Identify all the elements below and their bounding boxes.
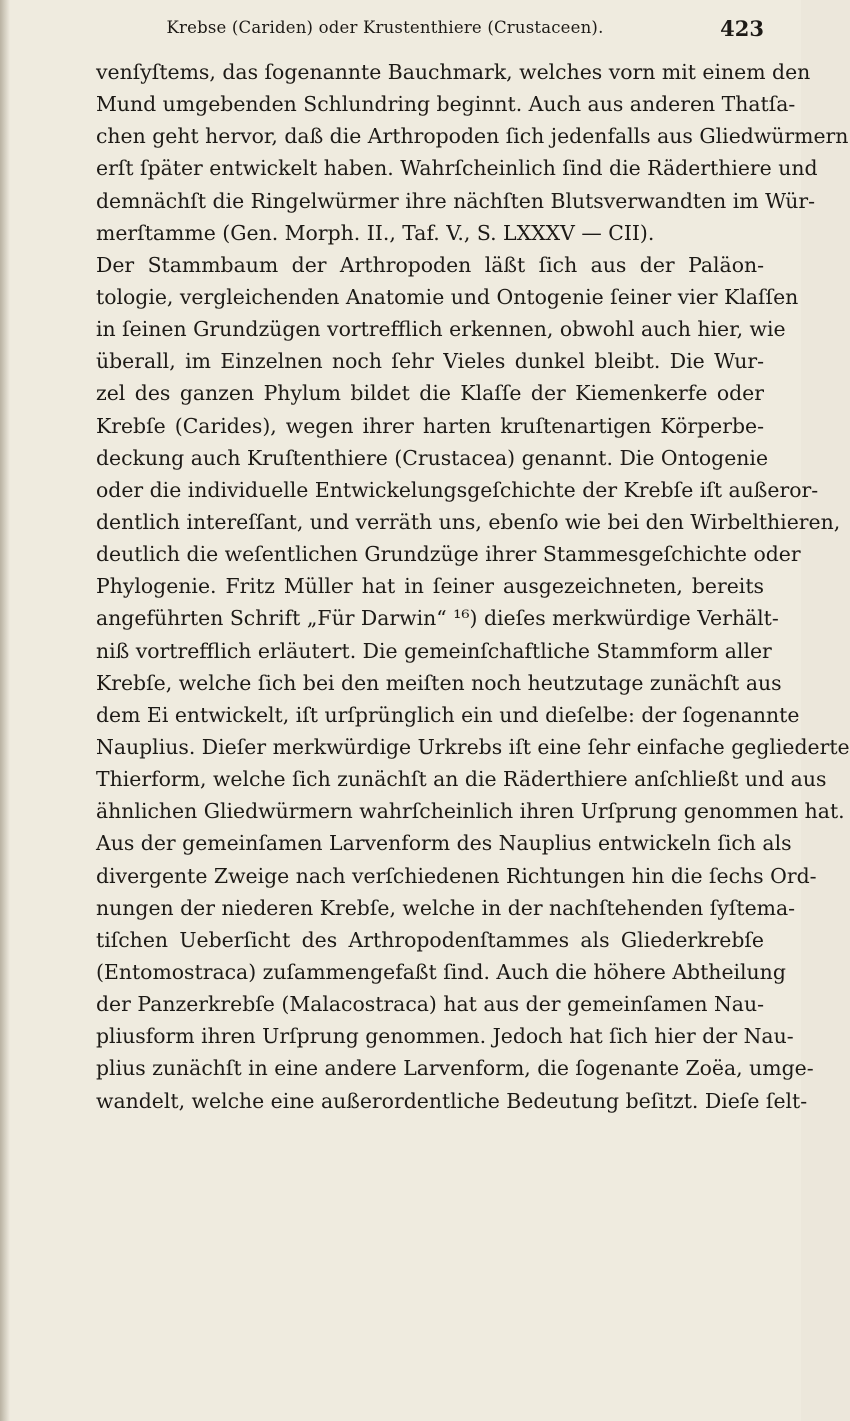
text-line: Phylogenie. Fritz Müller hat in ſeiner ausgezeichneten, bereits xyxy=(96,574,764,599)
text-line: ähnlichen Gliedwürmern wahrſcheinlich ihren Urſprung genommen hat. xyxy=(96,799,845,824)
text-line: plius zunächſt in eine andere Larvenform, die ſogenante Zoëa, umge- xyxy=(96,1056,814,1081)
text-line: Krebſe, welche ſich bei den meiſten noch heutzutage zunächſt aus xyxy=(96,670,782,695)
text-line: dem Ei entwickelt, iſt urſprünglich ein und dieſelbe: der ſogenannte xyxy=(96,702,800,727)
text-line: merſtamme (Gen. Morph. II., Taf. V., S. LXXXV — CII). xyxy=(96,220,655,245)
text-line: pliusform ihren Urſprung genommen. Jedoch hat ſich hier der Nau- xyxy=(96,1024,794,1049)
text-line: tologie, vergleichenden Anatomie und Ontogenie ſeiner vier Klaſſen xyxy=(96,284,799,309)
page-number: 423 xyxy=(720,16,764,41)
text-line: niß vortrefflich erläutert. Die gemeinſchaftliche Stammform aller xyxy=(96,638,772,663)
text-line: erſt ſpäter entwickelt haben. Wahrſcheinlich ſind die Räderthiere und xyxy=(96,156,818,181)
text-line: deckung auch Kruſtenthiere (Crustacea) genannt. Die Ontogenie xyxy=(96,445,769,470)
text-line: Nauplius. Dieſer merkwürdige Urkrebs iſt eine ſehr einfache gegliederte xyxy=(96,734,850,759)
text-line: tiſchen Ueberſicht des Arthropodenſtammes als Gliederkrebſe xyxy=(96,927,764,952)
text-line: venſyſtems, das ſogenannte Bauchmark, welches vorn mit einem den xyxy=(96,60,811,84)
page-header xyxy=(96,14,764,50)
body-text xyxy=(96,56,850,1117)
running-title: Krebse (Cariden) oder Krustenthiere (Crustaceen). xyxy=(166,18,604,37)
text-line: Mund umgebenden Schlundring beginnt. Auch aus anderen Thatſa- xyxy=(96,92,796,117)
text-line: Thierform, welche ſich zunächſt an die Räderthiere anſchließt und aus xyxy=(96,767,827,792)
text-line: Der Stammbaum der Arthropoden läßt ſich aus der Paläon- xyxy=(96,252,764,277)
binding-shadow xyxy=(0,0,10,1421)
text-line: oder die individuelle Entwickelungsgeſchichte der Krebſe iſt außeror- xyxy=(96,477,819,502)
text-line: chen geht hervor, daß die Arthropoden ſich jedenfalls aus Gliedwürmern xyxy=(96,124,849,149)
text-line: überall, im Einzelnen noch ſehr Vieles dunkel bleibt. Die Wur- xyxy=(96,349,764,374)
text-line: dentlich intereſſant, und verräth uns, ebenſo wie bei den Wirbelthieren, xyxy=(96,509,841,534)
text-line: deutlich die weſentlichen Grundzüge ihrer Stammesgeſchichte oder xyxy=(96,542,801,567)
text-line: in ſeinen Grundzügen vortrefflich erkennen, obwohl auch hier, wie xyxy=(96,317,786,342)
text-line: divergente Zweige nach verſchiedenen Richtungen hin die ſechs Ord- xyxy=(96,863,817,888)
text-line: Krebſe (Carides), wegen ihrer harten kruſtenartigen Körperbe- xyxy=(96,413,764,438)
text-line: demnächſt die Ringelwürmer ihre nächſten Blutsverwandten im Wür- xyxy=(96,188,816,213)
text-line: angeführten Schrift „Für Darwin“ ¹⁶) dieſes merkwürdige Verhält- xyxy=(96,606,779,631)
text-line: Aus der gemeinſamen Larvenform des Nauplius entwickeln ſich als xyxy=(96,831,792,856)
text-line: zel des ganzen Phylum bildet die Klaſſe der Kiemenkerfe oder xyxy=(96,381,764,406)
text-line: nungen der niederen Krebſe, welche in der nachſtehenden ſyſtema- xyxy=(96,895,796,920)
text-line: der Panzerkrebſe (Malacostraca) hat aus der gemeinſamen Nau- xyxy=(96,992,764,1017)
text-line: wandelt, welche eine außerordentliche Bedeutung beſitzt. Dieſe ſelt- xyxy=(96,1088,808,1113)
text-line: (Entomostraca) zuſammengefaßt ſind. Auch die höhere Abtheilung xyxy=(96,959,786,984)
